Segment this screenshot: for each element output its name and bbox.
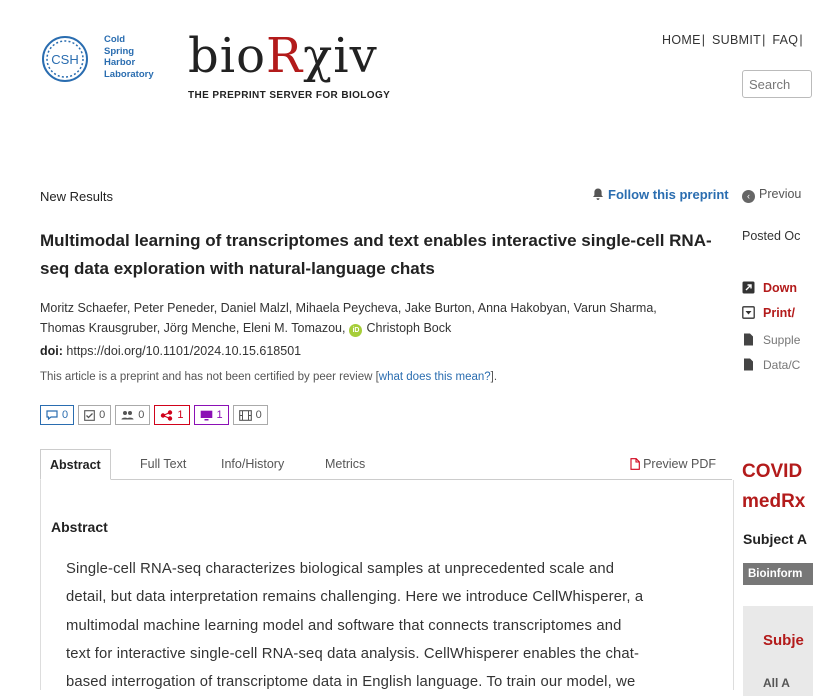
video-badge[interactable]: 0 xyxy=(233,405,268,425)
article-type: New Results xyxy=(40,189,113,204)
tab-info-history[interactable]: Info/History xyxy=(221,457,285,471)
tab-abstract[interactable]: Abstract xyxy=(40,449,111,480)
community-badge[interactable]: 0 xyxy=(115,405,150,425)
file-icon xyxy=(742,358,755,371)
authors-line-2[interactable]: Thomas Krausgruber, Jörg Menche, Eleni M. Tomazou, xyxy=(40,321,346,335)
monitor-icon xyxy=(200,410,213,421)
comments-badge[interactable]: 0 xyxy=(40,405,74,425)
subject-collections-title: Subje xyxy=(763,632,804,649)
posted-date: Posted Oc xyxy=(742,229,801,243)
media-badge[interactable]: 1 xyxy=(194,405,229,425)
checkbox-icon xyxy=(84,410,95,421)
chevron-left-icon: ‹ xyxy=(742,190,755,203)
tab-full-text[interactable]: Full Text xyxy=(140,457,187,471)
supplementary-material-link[interactable]: Supple xyxy=(742,333,800,347)
print-save-link[interactable]: Print/ xyxy=(742,306,795,320)
csh-name: Cold Spring Harbor Laboratory xyxy=(104,34,154,80)
top-nav: HOME| SUBMIT| FAQ| xyxy=(662,33,803,47)
reviews-badge[interactable]: 0 xyxy=(78,405,111,425)
doi xyxy=(40,344,301,358)
csh-abbr: CSH xyxy=(51,52,79,67)
biorxiv-logo[interactable] xyxy=(188,28,390,101)
orcid-icon[interactable]: iD xyxy=(349,324,362,337)
users-icon xyxy=(121,410,134,420)
brand-tagline: THE PREPRINT SERVER FOR BIOLOGY xyxy=(188,90,391,101)
abstract-line: multimodal machine learning model and software that connects transcriptomes and xyxy=(66,617,622,634)
subject-collections-all[interactable]: All A xyxy=(763,676,790,690)
abstract-line: based interrogation of transcriptome data in English language. To train our model, we xyxy=(66,674,636,691)
preprint-notice: This article is a preprint and has not been certified by peer review [what does this mean?]. xyxy=(40,371,498,383)
subject-badge[interactable]: Bioinform xyxy=(743,563,813,585)
data-code-link[interactable]: Data/C xyxy=(742,358,800,372)
covid-banner[interactable]: COVID medRx xyxy=(742,461,806,512)
abstract-line: detail, but data interpretation remains challenging. Here we introduce CellWhisperer, a xyxy=(66,589,644,606)
tab-metrics[interactable]: Metrics xyxy=(325,457,366,471)
subject-area-heading: Subject A xyxy=(743,531,808,547)
abstract-heading: Abstract xyxy=(51,519,108,535)
abstract-line: text for interactive single-cell RNA-seq data analysis. CellWhisperer enables the chat- xyxy=(66,645,640,662)
external-link-icon xyxy=(742,281,755,294)
abstract-line: Single-cell RNA-seq characterizes biological samples at unprecedented scale and xyxy=(66,561,615,577)
dropdown-box-icon xyxy=(742,306,755,319)
download-pdf-link[interactable]: Down xyxy=(742,281,797,295)
csh-logo[interactable] xyxy=(40,30,160,90)
author-christoph-bock[interactable]: Christoph Bock xyxy=(366,321,452,335)
follow-preprint-link[interactable]: Follow this preprint xyxy=(592,187,729,202)
social-badge[interactable]: 1 xyxy=(154,405,189,425)
subject-collections-box xyxy=(743,606,813,696)
authors-line-1[interactable]: Moritz Schaefer, Peter Peneder, Daniel Malzl, Mihaela Peycheva, Jake Burton, Anna Hakobyan, Varun Sharma, xyxy=(40,301,657,315)
preview-pdf-link[interactable]: Preview PDF xyxy=(630,449,716,479)
author-list xyxy=(40,298,730,338)
nav-faq[interactable]: FAQ xyxy=(772,33,799,47)
brand-name: bioRχiv xyxy=(188,28,378,84)
article-tabs xyxy=(40,449,732,480)
metrics-bar xyxy=(40,405,268,425)
csh-logo-mark xyxy=(40,34,90,84)
file-icon xyxy=(742,333,755,346)
nav-submit[interactable]: SUBMIT xyxy=(712,33,762,47)
doi-label: doi: xyxy=(40,344,63,358)
what-does-this-mean-link[interactable]: what does this mean? xyxy=(378,371,491,383)
previous-link[interactable]: ‹ Previou xyxy=(742,187,801,203)
pdf-file-icon xyxy=(630,458,640,470)
bell-icon xyxy=(592,188,604,201)
share-icon xyxy=(160,410,173,421)
doi-link[interactable]: https://doi.org/10.1101/2024.10.15.618501 xyxy=(66,344,302,358)
comment-icon xyxy=(46,410,58,420)
film-icon xyxy=(239,410,252,421)
search-input[interactable]: Search xyxy=(742,70,812,98)
abstract-text xyxy=(66,555,714,696)
article-title: Multimodal learning of transcriptomes and text enables interactive single-cell RNA-seq data exploration with natural-language chats xyxy=(40,231,712,278)
nav-home[interactable]: HOME xyxy=(662,33,701,47)
